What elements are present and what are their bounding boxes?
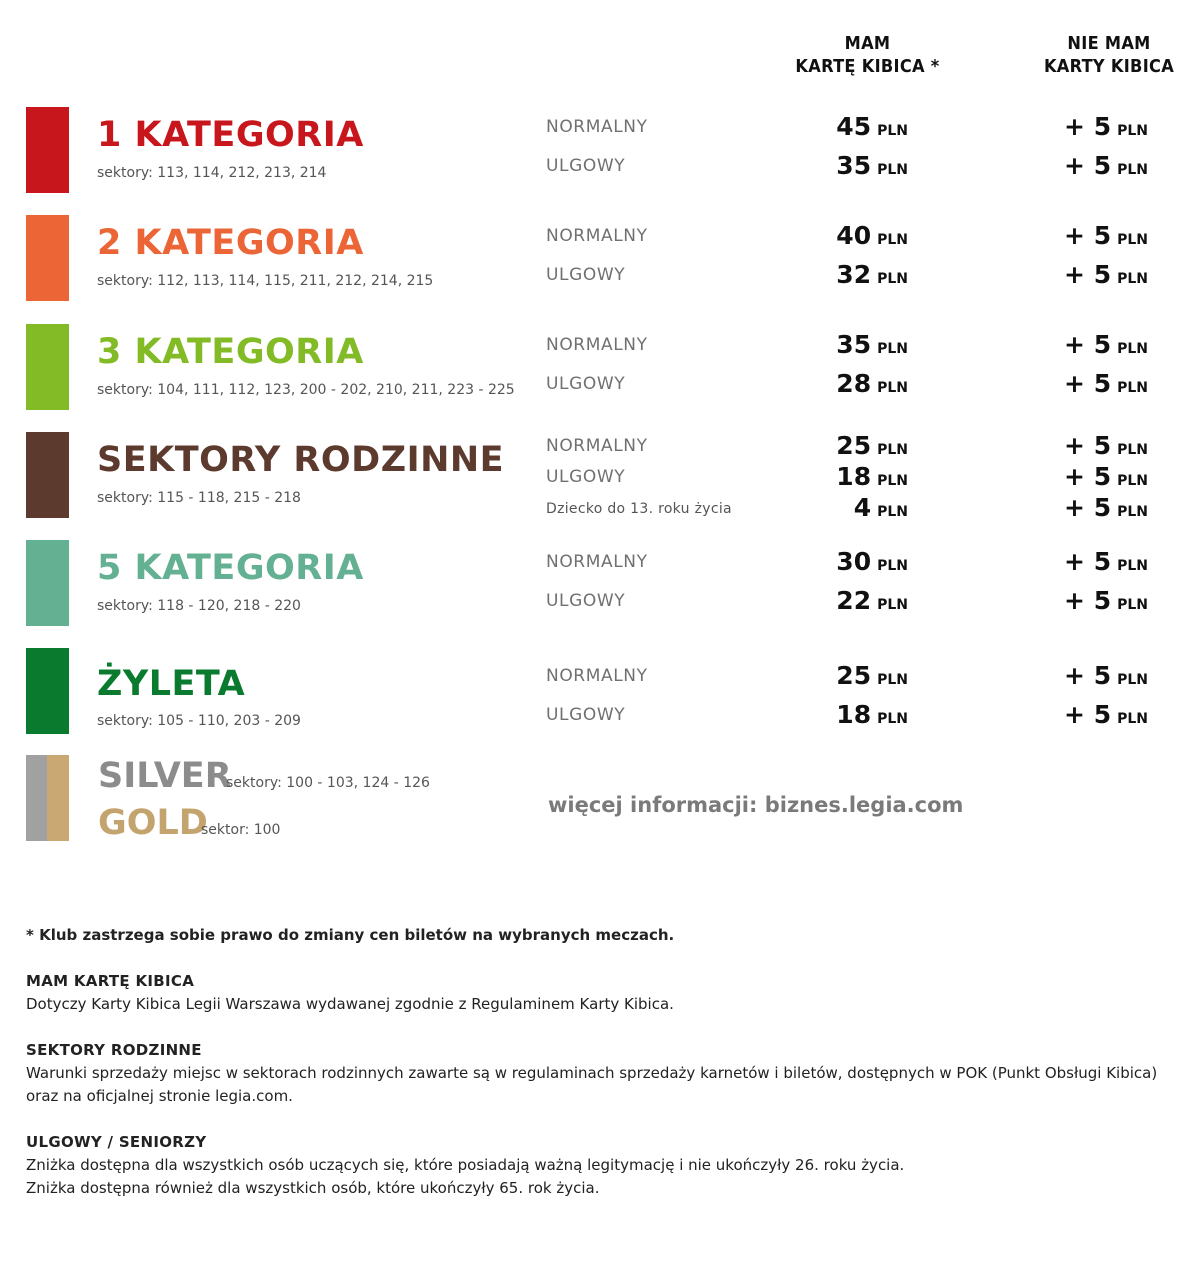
price-unit: PLN [1117,271,1148,287]
price-unit: PLN [877,504,908,520]
price-unit: PLN [1117,123,1148,139]
surcharge-value: + 5 [1064,260,1112,289]
silver-swatch [26,755,47,841]
price-unit: PLN [1117,473,1148,489]
ticket-row [0,462,1200,493]
category-title: 3 KATEGORIA [97,332,364,372]
ticket-row [0,221,1200,252]
price-unit: PLN [1117,232,1148,248]
price-value: 35 [836,151,872,180]
ticket-type-label: ULGOWY [546,156,626,176]
surcharge-value: + 5 [1064,221,1112,250]
ticket-type-label: NORMALNY [546,226,648,246]
ticket-type-label: ULGOWY [546,265,626,285]
surcharge-value: + 5 [1064,369,1112,398]
note-title: MAM KARTĘ KIBICA [26,972,195,990]
surcharge-value: + 5 [1064,431,1112,460]
ticket-row [0,431,1200,462]
note-text: Dotyczy Karty Kibica Legii Warszawa wydawanej zgodnie z Regulaminem Karty Kibica. [26,995,674,1013]
price-unit: PLN [877,380,908,396]
ticket-row [0,700,1200,731]
price-value: 45 [836,112,872,141]
price-value: 25 [836,431,872,460]
ticket-row [0,661,1200,692]
ticket-type-label: ULGOWY [546,591,626,611]
ticket-row [0,493,1200,524]
price-value: 28 [836,369,872,398]
header-with-card [795,32,940,78]
gold-swatch [47,755,69,841]
price-unit: PLN [877,558,908,574]
category-sectors: sektory: 113, 114, 212, 213, 214 [97,165,327,181]
category-sectors: sektory: 105 - 110, 203 - 209 [97,713,301,729]
price-value: 18 [836,700,872,729]
price-unit: PLN [1117,162,1148,178]
gold-title: GOLD [98,803,208,843]
ticket-row [0,260,1200,291]
note-text: Warunki sprzedaży miejsc w sektorach rodzinnych zawarte są w regulaminach sprzedaży karnetów i biletów, dostępnych w POK (Punkt Obsługi Kibica) [26,1064,1158,1082]
category-title: 1 KATEGORIA [97,115,364,155]
gold-sectors: sektor: 100 [201,822,281,838]
ticket-type-label: NORMALNY [546,117,648,137]
price-without-card [1064,221,1148,250]
header-with-card-line1: MAM [844,33,891,54]
ticket-type-label: Dziecko do 13. roku życia [546,501,732,517]
price-unit: PLN [877,442,908,458]
silver-sectors: sektory: 100 - 103, 124 - 126 [226,775,430,791]
price-unit: PLN [877,232,908,248]
price-value: 4 [853,493,872,522]
price-without-card [1064,462,1148,491]
category-sectors: sektory: 118 - 120, 218 - 220 [97,598,301,614]
price-unit: PLN [1117,341,1148,357]
price-unit: PLN [877,672,908,688]
note-card [26,970,1186,1016]
asterisk-note: * Klub zastrzega sobie prawo do zmiany cen biletów na wybranych meczach. [26,926,675,944]
price-value: 40 [836,221,872,250]
ticket-type-label: NORMALNY [546,436,648,456]
surcharge-value: + 5 [1064,661,1112,690]
price-unit: PLN [877,123,908,139]
price-value: 25 [836,661,872,690]
price-unit: PLN [877,271,908,287]
note-discount [26,1131,1186,1200]
price-with-card [836,330,908,359]
ticket-type-label: ULGOWY [546,705,626,725]
category-sectors: sektory: 115 - 118, 215 - 218 [97,490,301,506]
ticket-type-label: NORMALNY [546,666,648,686]
price-without-card [1064,700,1148,729]
surcharge-value: + 5 [1064,586,1112,615]
price-with-card [854,493,908,522]
note-family [26,1039,1186,1108]
header-without-card-line2: KARTY KIBICA [1043,56,1175,77]
header-without-card-line1: NIE MAM [1067,33,1151,54]
price-without-card [1064,369,1148,398]
price-with-card [836,221,908,250]
price-unit: PLN [1117,672,1148,688]
surcharge-value: + 5 [1064,547,1112,576]
price-unit: PLN [1117,504,1148,520]
price-unit: PLN [877,597,908,613]
category-title: ŻYLETA [97,664,246,704]
price-without-card [1064,151,1148,180]
note-title: SEKTORY RODZINNE [26,1041,202,1059]
ticket-row [0,547,1200,578]
price-with-card [836,547,908,576]
surcharge-value: + 5 [1064,700,1112,729]
price-value: 32 [836,260,872,289]
category-title: 2 KATEGORIA [97,223,364,263]
surcharge-value: + 5 [1064,151,1112,180]
notes-section [26,924,1186,1223]
ticket-row [0,586,1200,617]
surcharge-value: + 5 [1064,493,1112,522]
ticket-row [0,151,1200,182]
price-with-card [836,700,908,729]
category-sectors: sektory: 112, 113, 114, 115, 211, 212, 214, 215 [97,273,434,289]
price-unit: PLN [877,341,908,357]
price-unit: PLN [1117,558,1148,574]
price-value: 30 [836,547,872,576]
price-with-card [836,661,908,690]
ticket-row [0,112,1200,143]
price-without-card [1064,661,1148,690]
price-unit: PLN [1117,442,1148,458]
more-info-link[interactable]: więcej informacji: biznes.legia.com [548,793,964,817]
note-text: oraz na oficjalnej stronie legia.com. [26,1087,293,1105]
ticket-row [0,330,1200,361]
surcharge-value: + 5 [1064,112,1112,141]
category-sectors: sektory: 104, 111, 112, 123, 200 - 202, 210, 211, 223 - 225 [97,382,515,398]
price-without-card [1064,260,1148,289]
note-text: Zniżka dostępna dla wszystkich osób uczących się, które posiadają ważną legitymację i nie ukończyły 26. roku życia. [26,1156,905,1174]
ticket-type-label: NORMALNY [546,335,648,355]
price-unit: PLN [1117,380,1148,396]
price-value: 35 [836,330,872,359]
price-unit: PLN [877,473,908,489]
price-without-card [1064,547,1148,576]
price-value: 18 [836,462,872,491]
price-with-card [836,462,908,491]
price-with-card [836,431,908,460]
header-without-card [1035,32,1183,78]
price-unit: PLN [1117,711,1148,727]
price-with-card [836,369,908,398]
silver-title: SILVER [98,756,232,796]
price-with-card [836,260,908,289]
price-unit: PLN [877,711,908,727]
price-without-card [1064,493,1148,522]
surcharge-value: + 5 [1064,330,1112,359]
price-without-card [1064,586,1148,615]
silver-gold-swatch [26,755,69,841]
price-value: 22 [836,586,872,615]
header-with-card-line2: KARTĘ KIBICA * [795,56,940,77]
price-unit: PLN [877,162,908,178]
price-with-card [836,112,908,141]
category-title: SEKTORY RODZINNE [97,440,505,480]
note-title: ULGOWY / SENIORZY [26,1133,207,1151]
ticket-type-label: NORMALNY [546,552,648,572]
ticket-type-label: ULGOWY [546,467,626,487]
category-title: 5 KATEGORIA [97,548,364,588]
ticket-row [0,369,1200,400]
price-with-card [836,586,908,615]
price-without-card [1064,431,1148,460]
ticket-type-label: ULGOWY [546,374,626,394]
price-without-card [1064,112,1148,141]
price-with-card [836,151,908,180]
price-without-card [1064,330,1148,359]
surcharge-value: + 5 [1064,462,1112,491]
price-unit: PLN [1117,597,1148,613]
note-text: Zniżka dostępna również dla wszystkich osób, które ukończyły 65. rok życia. [26,1179,600,1197]
